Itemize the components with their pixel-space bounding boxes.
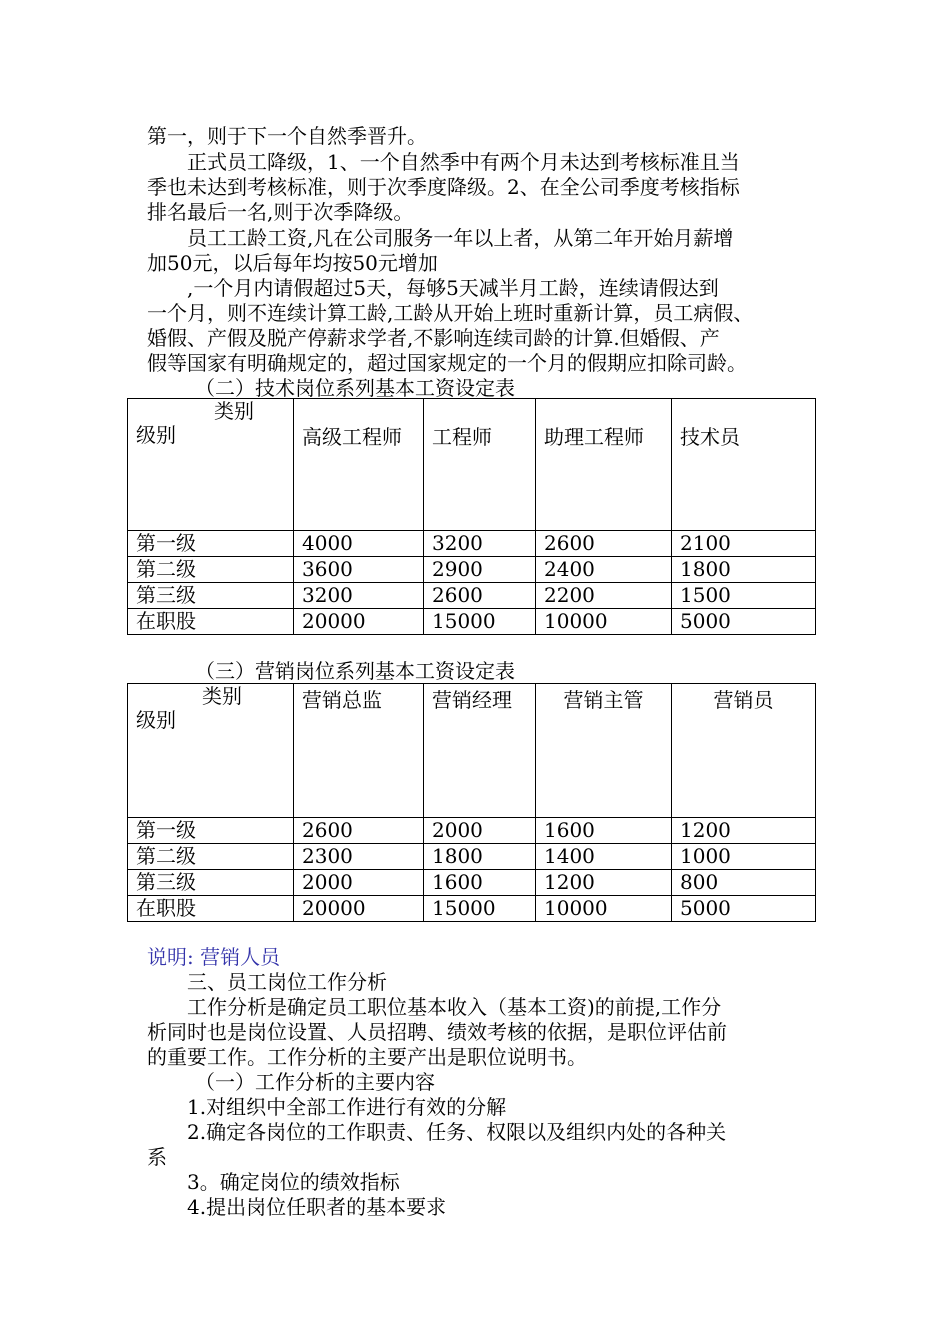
table-cell: 1200 (536, 870, 672, 896)
table-header-row (128, 684, 816, 818)
column-header: 营销主管 (536, 684, 672, 818)
table-cell: 2000 (294, 870, 424, 896)
column-header: 技术员 (672, 399, 816, 531)
table-row (128, 870, 816, 896)
table-cell: 1800 (672, 557, 816, 583)
table-cell: 1200 (672, 818, 816, 844)
column-header: 营销经理 (424, 684, 536, 818)
table-cell: 10000 (536, 896, 672, 922)
table-cell: 1500 (672, 583, 816, 609)
table-cell: 3600 (294, 557, 424, 583)
corner-cell (128, 399, 294, 531)
tech-table-title: （二）技术岗位系列基本工资设定表 (195, 376, 515, 400)
paragraph-line: ,一个月内请假超过5天，每够5天减半月工龄，连续请假达到 (187, 276, 719, 300)
table-cell: 3200 (424, 531, 536, 557)
table-cell: 2600 (294, 818, 424, 844)
table-cell: 1400 (536, 844, 672, 870)
paragraph-line: 第一，则于下一个自然季晋升。 (147, 124, 427, 148)
table-cell: 15000 (424, 896, 536, 922)
table-cell: 1000 (672, 844, 816, 870)
subsection-heading: （一）工作分析的主要内容 (195, 1070, 435, 1094)
paragraph-line: 加50元，以后每年均按50元增加 (147, 251, 438, 275)
list-item: 2.确定各岗位的工作职责、任务、权限以及组织内处的各种关 (187, 1120, 727, 1144)
row-label: 第二级 (128, 557, 294, 583)
list-item: 3。确定岗位的绩效指标 (187, 1170, 400, 1194)
list-item: 4.提出岗位任职者的基本要求 (187, 1195, 447, 1219)
paragraph-line: 工作分析是确定员工职位基本收入（基本工资)的前提,工作分 (187, 995, 722, 1019)
corner-level-label: 级别 (136, 708, 176, 732)
column-header: 助理工程师 (536, 399, 672, 531)
table-cell: 2300 (294, 844, 424, 870)
table-cell: 3200 (294, 583, 424, 609)
row-label: 第一级 (128, 531, 294, 557)
corner-cell (128, 684, 294, 818)
list-item: 1.对组织中全部工作进行有效的分解 (187, 1095, 507, 1119)
table-cell: 2000 (424, 818, 536, 844)
table-cell: 2200 (536, 583, 672, 609)
table-cell: 1600 (536, 818, 672, 844)
row-label: 第三级 (128, 870, 294, 896)
column-header: 工程师 (424, 399, 536, 531)
table-header-row (128, 399, 816, 531)
table-cell: 2100 (672, 531, 816, 557)
row-label: 第二级 (128, 844, 294, 870)
row-label: 在职股 (128, 609, 294, 635)
table-cell: 5000 (672, 609, 816, 635)
corner-category-label: 类别 (214, 399, 254, 423)
table-cell: 2400 (536, 557, 672, 583)
table-cell: 10000 (536, 609, 672, 635)
sales-table-title: （三）营销岗位系列基本工资设定表 (195, 659, 515, 683)
tech-salary-table (127, 398, 816, 635)
paragraph-line: 析同时也是岗位设置、人员招聘、绩效考核的依据，是职位评估前 (147, 1020, 727, 1044)
paragraph-line: 季也未达到考核标准，则于次季度降级。2、在全公司季度考核指标 (147, 175, 740, 199)
table-row (128, 818, 816, 844)
table-row (128, 557, 816, 583)
section-heading: 三、员工岗位工作分析 (187, 970, 387, 994)
row-label: 在职股 (128, 896, 294, 922)
note-text: 说明: 营销人员 (147, 945, 281, 969)
row-label: 第一级 (128, 818, 294, 844)
paragraph-line: 婚假、产假及脱产停薪求学者,不影响连续司龄的计算.但婚假、产 (147, 326, 720, 350)
paragraph-line: 排名最后一名,则于次季降级。 (147, 200, 414, 224)
corner-level-label: 级别 (136, 423, 176, 447)
list-item-continuation: 系 (147, 1145, 167, 1169)
corner-category-label: 类别 (202, 684, 242, 708)
table-cell: 2900 (424, 557, 536, 583)
column-header: 营销总监 (294, 684, 424, 818)
table-row (128, 609, 816, 635)
table-row (128, 844, 816, 870)
column-header: 高级工程师 (294, 399, 424, 531)
table-cell: 1800 (424, 844, 536, 870)
table-cell: 2600 (536, 531, 672, 557)
table-row (128, 531, 816, 557)
table-cell: 1600 (424, 870, 536, 896)
paragraph-line: 一个月，则不连续计算工龄,工龄从开始上班时重新计算，员工病假、 (147, 301, 754, 325)
table-row (128, 583, 816, 609)
table-row (128, 896, 816, 922)
paragraph-line: 的重要工作。工作分析的主要产出是职位说明书。 (147, 1045, 587, 1069)
table-cell: 5000 (672, 896, 816, 922)
column-header: 营销员 (672, 684, 816, 818)
row-label: 第三级 (128, 583, 294, 609)
table-cell: 800 (672, 870, 816, 896)
table-cell: 15000 (424, 609, 536, 635)
table-cell: 20000 (294, 896, 424, 922)
table-cell: 20000 (294, 609, 424, 635)
table-cell: 4000 (294, 531, 424, 557)
paragraph-line: 员工工龄工资,凡在公司服务一年以上者，从第二年开始月薪增 (187, 226, 734, 250)
paragraph-line: 假等国家有明确规定的，超过国家规定的一个月的假期应扣除司龄。 (147, 351, 747, 375)
table-cell: 2600 (424, 583, 536, 609)
paragraph-line: 正式员工降级，1、一个自然季中有两个月未达到考核标准且当 (187, 150, 740, 174)
sales-salary-table (127, 683, 816, 922)
